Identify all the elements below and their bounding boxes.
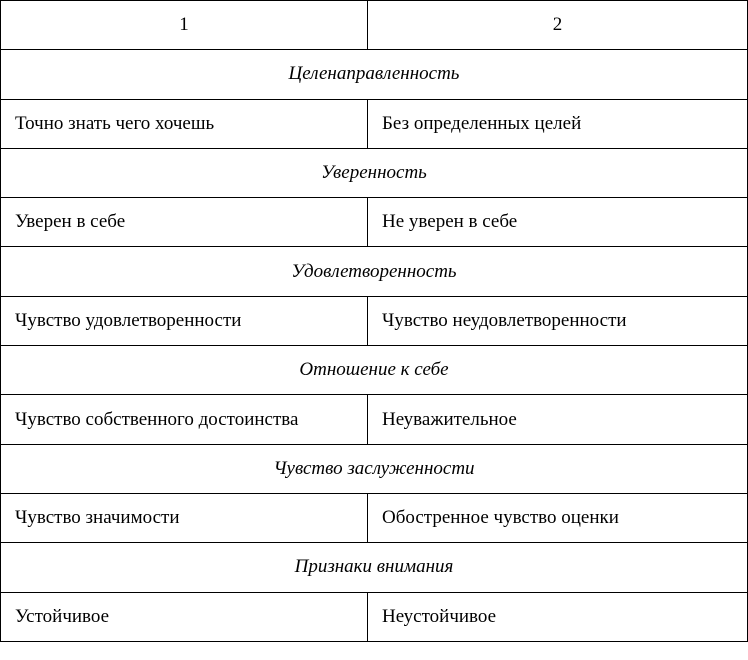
table-row	[1, 296, 748, 345]
section-title: Удовлетворенность	[1, 247, 748, 296]
table-row	[1, 99, 748, 148]
left-cell: Устойчивое	[1, 592, 368, 641]
section-title: Чувство заслуженности	[1, 444, 748, 493]
table-row	[1, 592, 748, 641]
section-title-row	[1, 148, 748, 197]
right-cell: Чувство неудовлетворенности	[368, 296, 748, 345]
header-row	[1, 1, 748, 50]
left-cell: Чувство значимости	[1, 493, 368, 542]
section-title-row	[1, 346, 748, 395]
table-row	[1, 198, 748, 247]
section-title: Уверенность	[1, 148, 748, 197]
right-cell: Неустойчивое	[368, 592, 748, 641]
right-cell: Обостренное чувство оценки	[368, 493, 748, 542]
right-cell: Неуважительное	[368, 395, 748, 444]
left-cell: Чувство удовлетворенности	[1, 296, 368, 345]
section-title-row	[1, 444, 748, 493]
section-title-row	[1, 50, 748, 99]
table-row	[1, 493, 748, 542]
left-cell: Точно знать чего хочешь	[1, 99, 368, 148]
table-row	[1, 395, 748, 444]
section-title-row	[1, 247, 748, 296]
column-number-1: 1	[1, 1, 368, 50]
column-number-2: 2	[368, 1, 748, 50]
right-cell: Без определенных целей	[368, 99, 748, 148]
right-cell: Не уверен в себе	[368, 198, 748, 247]
section-title: Признаки внимания	[1, 543, 748, 592]
left-cell: Чувство собственного достоинства	[1, 395, 368, 444]
section-title: Целенаправленность	[1, 50, 748, 99]
section-title: Отношение к себе	[1, 346, 748, 395]
section-title-row	[1, 543, 748, 592]
left-cell: Уверен в себе	[1, 198, 368, 247]
